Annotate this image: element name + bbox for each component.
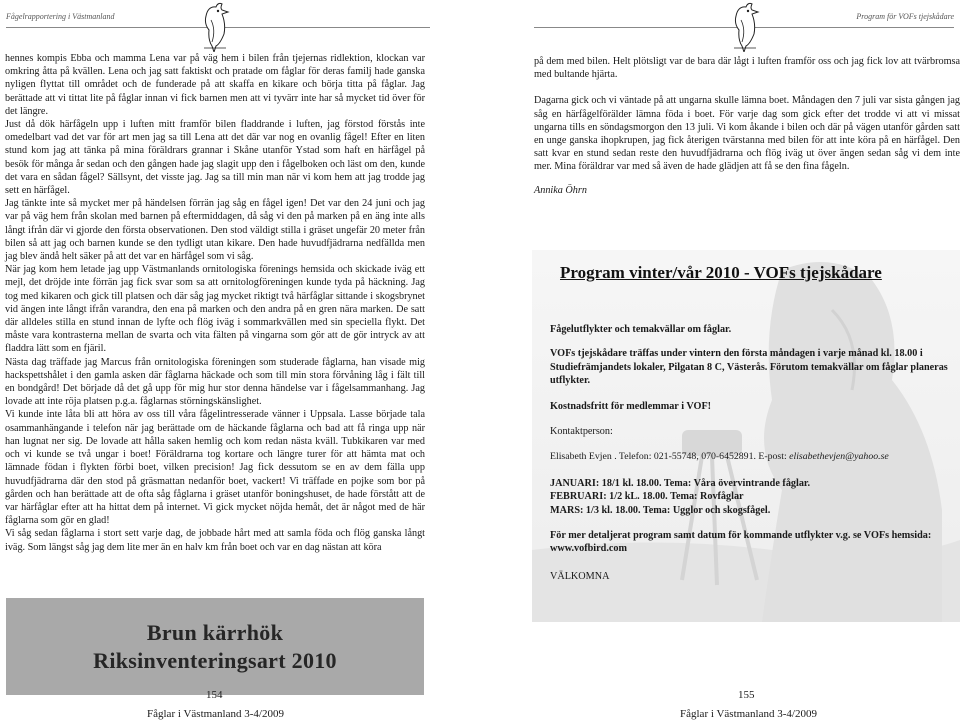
program-title: Program vinter/vår 2010 - VOFs tjejskådare (560, 263, 882, 282)
more-info: För mer detaljerat program samt datum för kommande utflykter v.g. se VOFs hemsida: www.vofbird.com (550, 530, 932, 555)
left-paragraph: Vi såg sedan fåglarna i stort sett varje dag, de jobbade hårt med att samla föda och flög ganska långt iväg. Som längst såg jag dem lite mer än en halv km från boet och var en dag nästan att köra (5, 528, 425, 553)
footer-right: Fåglar i Västmanland 3-4/2009 (680, 708, 817, 720)
event-item: FEBRUARI: 1/2 kL. 18.00. Tema: Rovfåglar (550, 491, 744, 503)
right-article-body (534, 55, 960, 197)
article-signature: Annika Öhrn (534, 184, 587, 196)
page-number-left: 154 (206, 689, 223, 701)
brun-karrhok-box (6, 598, 424, 695)
right-paragraph: på dem med bilen. Helt plötsligt var de bara där lågt i luften framför oss och jag fick lov att tvärbromsa med bultande hjärta. (534, 56, 960, 81)
page-number-right: 155 (738, 689, 755, 701)
left-article-body (5, 52, 425, 554)
program-panel (532, 250, 960, 622)
contact-email[interactable]: elisabethevjen@yahoo.se (789, 451, 889, 463)
box-title-line2: Riksinventeringsart 2010 (93, 647, 337, 673)
left-paragraph: Just då dök härfågeln upp i luften mitt framför bilen fladdrande i luften, jag förstod förstås inte omedelbart vad det var för art men jag sa till Lena att det där var nog en ovanlig fågel! Efter en liten stund kom jag att tänka på mina föräldrars grannar i Skåne utanför Ystad som haft en härfågel på besök för många år sedan och den gången hade jag slagit upp den i fågelboken och läst om den, kunde det vara en sådan fågel? Sällsynt, det visste jag. Jag sa till min man när vi kom hem att jag trodde jag sett en härfågel. (5, 119, 425, 197)
program-free-note: Kostnadsfritt för medlemmar i VOF! (550, 400, 712, 412)
bird-logo-right (728, 0, 762, 52)
contact-label: Kontaktperson: (550, 426, 613, 438)
welcome-text: VÄLKOMNA (550, 570, 610, 582)
left-paragraph: Jag tänkte inte så mycket mer på händelsen förrän jag såg en fågel igen! Det var den 24 juni och jag var på väg hem från skolan med barnen på eftermiddagen, då såg vi den på marken på en äng inte alls långt ifrån där vi gjorde den första observationen. Den stod väldigt stilla i gräset ungefär 20 meter från bilen så att jag och barnen kunde se den tydligt utan kikare. Den hade huvudfjädrarna nedfällda men jag blev ändå helt säker på att det var en härfågel som vi såg. (5, 198, 425, 263)
program-body (550, 323, 950, 583)
bird-logo-left (198, 0, 232, 52)
left-paragraph: hennes kompis Ebba och mamma Lena var på väg hem i bilen från tjejernas ridlektion, klockan var omkring åtta på kvällen. Lena och jag satt faktiskt och pratade om fåglar för deras familj hade ganska nyligen flyttat till området och de funderade på att skaffa en kikare och börja titta på fåglar. Jag berättade att vi tittat lite på fåglar innan vi fick barnen men att vi tyvärr inte har så mycket tid över för det längre. (5, 53, 425, 117)
event-item: MARS: 1/3 kl. 18.00. Tema: Ugglor och skogsfågel. (550, 504, 771, 516)
left-paragraph: Nästa dag träffade jag Marcus från ornitologiska föreningen som studerade fåglarna, han visade mig hackspettshålet i den gamla asken där fåglarna häckade och som till min stora förvåning låg i fält till en bondgård! Det började då det gå upp för mig hur stor denna händelse var i fågelsammanhang. Jag lovade att inte röja platsen p.g.a. fåglarnas störningskänslighet. (5, 356, 425, 408)
left-paragraph: Vi kunde inte låta bli att höra av oss till våra fågelintresserade vänner i Uppsala. Lasse började tala osammanhängande i telefon när jag berättade om de häckande fåglarna och bad att få ringa upp när han lugnat ner sig. De lovade att hålla saken hemlig och kom redan nästa kväll. Tubkikaren var med och vi kunde se två ungar i boet! Föräldrarna tog kortare och längre turer för att hämta mat och lämnade födan i flykten förbi boet, vilken precision! Jag fick dessutom se en av dem fälla upp huvudfjädrarna där den stod på gräsmattan nedanför boet, vackert! Vi träffade en pojke som bor på gården och han berättade att de ofta såg fåglarna i gräset utanför boningshuset, de hade förstått att de var härfåglar efter att ha hittat dem på internet. Vi gick mycket nöjda hemåt, det är något med de här fåglarna som gör en glad! (5, 409, 425, 527)
running-header-right: Program för VOFs tjejskådare (856, 12, 954, 21)
box-title-line1: Brun kärrhök (146, 619, 284, 645)
program-subtitle: Fågelutflykter och temakvällar om fåglar. (550, 324, 732, 335)
program-intro: VOFs tjejskådare träffas under vintern den första måndagen i varje månad kl. 18.00 i Studiefrämjandets lokaler, Pilgatan 8 C, Västerås. Förutom temakvällar om fåglar planeras utflykter. (550, 348, 948, 387)
left-paragraph: När jag kom hem letade jag upp Västmanlands ornitologiska förenings hemsida och skickade iväg ett mejl, det dröjde inte förrän jag fick svar som sa att ornitologföreningen kunde tyda på häckning. Jag tog med kikaren och gick till platsen och där såg jag mycket riktigt två härfåglar sittande i skogsbrynet vid ängen inte långt ifrån varandra, den ena på marken och den andra på en gren nära marken. De satt där alldeles stilla en stund innan de lyfte och flög iväg i sommarkvällen med sin speciella flykt. Det måste vara kontrasterna mellan de svarta och vita fälten på vingarna som gör att de gör intryck av att fladdra lätt som en fjäril. (5, 264, 425, 355)
event-item: JANUARI: 18/1 kl. 18.00. Tema: Våra övervintrande fåglar. (550, 477, 811, 489)
right-paragraph: Dagarna gick och vi väntade på att ungarna skulle lämna boet. Måndagen den 7 juli var sista gången jag såg en härfågelförälder lämna föda i boet. För varje dag som gick efter det trodde vi att vi missat ungarna tills en söndagsmorgon den 13 juli. Vi kom åkande i bilen och där på vägen utanför gården satt en unge ganska ihopkrupen, jag fick återigen tvärstanna med bilen för att inte köra på en härfågel. Den satt kvar en stund sedan reste den huvudfjädrarna och flög iväg ut över ängen sedan såg vi dem inte mer. Mina föräldrar var med så även de hade glädjen att få se den fina fågeln. (534, 95, 960, 173)
running-header-left: Fågelrapportering i Västmanland (6, 12, 115, 21)
contact-text: Elisabeth Evjen . Telefon: 021-55748, 070-6452891. E-post: (550, 451, 790, 463)
contact-line (550, 450, 950, 463)
footer-left: Fåglar i Västmanland 3-4/2009 (147, 708, 284, 720)
